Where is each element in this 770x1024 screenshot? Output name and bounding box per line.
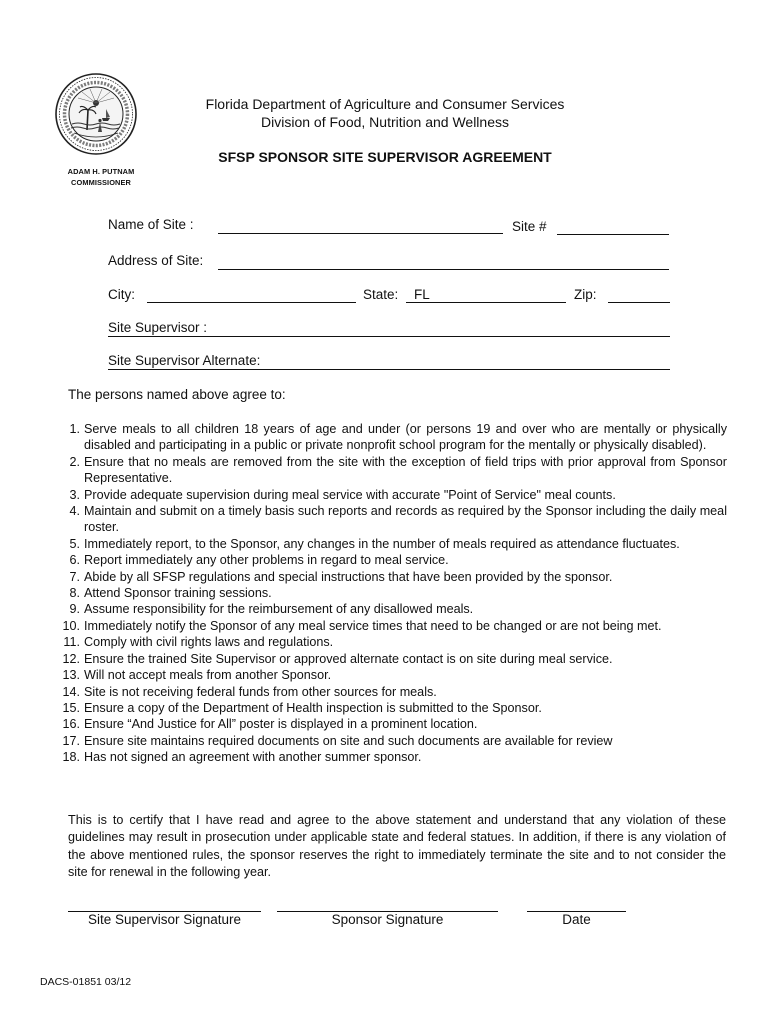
term-text: Attend Sponsor training sessions. [84,586,272,601]
site-number-label: Site # [512,219,547,234]
agency-name: Florida Department of Agriculture and Consumer Services [205,96,565,112]
site-supervisor-alternate-label: Site Supervisor Alternate: [108,353,261,368]
term-item [52,716,727,732]
term-text: Serve meals to all children 18 years of age and under (or persons 19 and over who are mentally or physically disabled and participating in a public or private nonprofit school program for the mentally or physically disabled). [84,422,727,453]
term-text: Comply with civil rights laws and regulations. [84,635,334,650]
term-text: Assume responsibility for the reimbursement of any disallowed meals. [84,602,474,617]
term-text: Immediately notify the Sponsor of any meal service times that need to be changed or are not being met. [84,618,662,633]
form-number: DACS-01851 03/12 [40,976,132,988]
city-field[interactable] [147,302,356,303]
commissioner-title: COMMISSIONER [71,178,131,187]
term-number: 17. [62,733,80,748]
term-item [52,667,727,683]
sponsor-signature-label: Sponsor Signature [331,912,444,927]
term-item [52,487,727,503]
term-text: Ensure that no meals are removed from the site with the exception of field trips with prior approval from Sponsor Representative. [84,454,727,486]
term-item [52,536,727,552]
term-text: Site is not receiving federal funds from other sources for meals. [84,684,437,699]
state-value: FL [414,287,430,302]
term-number: 6. [69,553,80,568]
term-item [52,569,727,585]
term-item [52,552,727,568]
date-label: Date [562,912,591,927]
term-text: Provide adequate supervision during meal service with accurate "Point of Service" meal counts. [84,487,616,502]
term-text: Ensure a copy of the Department of Health inspection is submitted to the Sponsor. [84,700,542,715]
site-supervisor-field[interactable] [108,336,670,337]
term-number: 11. [63,635,80,650]
name-of-site-label: Name of Site : [108,217,194,232]
commissioner-block [56,166,146,188]
term-number: 14. [62,684,80,699]
division-name: Division of Food, Nutrition and Wellness [261,114,509,130]
term-number: 1. [69,422,80,436]
page-title: SFSP SPONSOR SITE SUPERVISOR AGREEMENT [218,149,552,165]
term-number: 4. [69,504,80,519]
term-text: Ensure the trained Site Supervisor or approved alternate contact is on site during meal service. [84,651,613,666]
term-text: Report immediately any other problems in regard to meal service. [84,553,449,568]
name-of-site-field[interactable] [218,233,503,234]
city-label: City: [108,287,135,302]
term-text: Immediately report, to the Sponsor, any changes in the number of meals required as attendance fluctuates. [84,536,680,551]
term-text: Abide by all SFSP regulations and special instructions that have been provided by the sponsor. [84,569,613,584]
state-field[interactable] [406,302,566,303]
term-number: 5. [69,536,80,551]
agreement-intro: The persons named above agree to: [68,387,286,402]
term-number: 13. [62,668,80,683]
term-number: 2. [69,454,80,469]
term-item [52,585,727,601]
term-item [52,634,727,650]
site-supervisor-alternate-field[interactable] [108,369,670,370]
term-number: 18. [62,750,80,765]
zip-label: Zip: [574,287,597,302]
site-supervisor-label: Site Supervisor : [108,320,208,335]
term-text: Ensure site maintains required documents on site and such documents are available for review [84,733,613,748]
address-label: Address of Site: [108,253,204,268]
supervisor-signature-label: Site Supervisor Signature [87,912,242,927]
term-item [52,601,727,617]
term-number: 8. [69,586,80,601]
term-number: 15. [62,700,80,715]
terms-list [52,421,727,766]
term-item [52,733,727,749]
commissioner-name: ADAM H. PUTNAM [67,167,135,176]
term-number: 9. [69,602,80,617]
term-item [52,503,727,536]
term-item [52,684,727,700]
address-field[interactable] [218,269,669,270]
term-item [52,700,727,716]
term-number: 3. [69,487,80,502]
term-number: 10. [62,618,80,633]
term-item [52,421,727,454]
term-number: 7. [69,569,80,584]
term-text: Maintain and submit on a timely basis such reports and records as required by the Sponsor including the daily meal roster. [84,504,727,535]
term-item [52,618,727,634]
state-label: State: [363,287,399,302]
zip-field[interactable] [608,302,670,303]
term-item [52,749,727,765]
term-item [52,454,727,487]
term-number: 16. [62,717,80,732]
term-item [52,651,727,667]
term-text: Will not accept meals from another Sponsor. [84,668,332,683]
certification-statement: This is to certify that I have read and agree to the above statement and understand that any violation of these guidelines may result in prosecution under applicable state and federal statues. In addition, if there is any violation of the above mentioned rules, the sponsor reserves the right to immediately terminate the site and to not consider the site for renewal in the following year. [68,813,726,880]
term-text: Has not signed an agreement with another summer sponsor. [84,750,422,765]
site-number-field[interactable] [557,234,669,235]
term-text: Ensure “And Justice for All” poster is displayed in a prominent location. [84,717,478,732]
term-number: 12. [62,651,80,666]
